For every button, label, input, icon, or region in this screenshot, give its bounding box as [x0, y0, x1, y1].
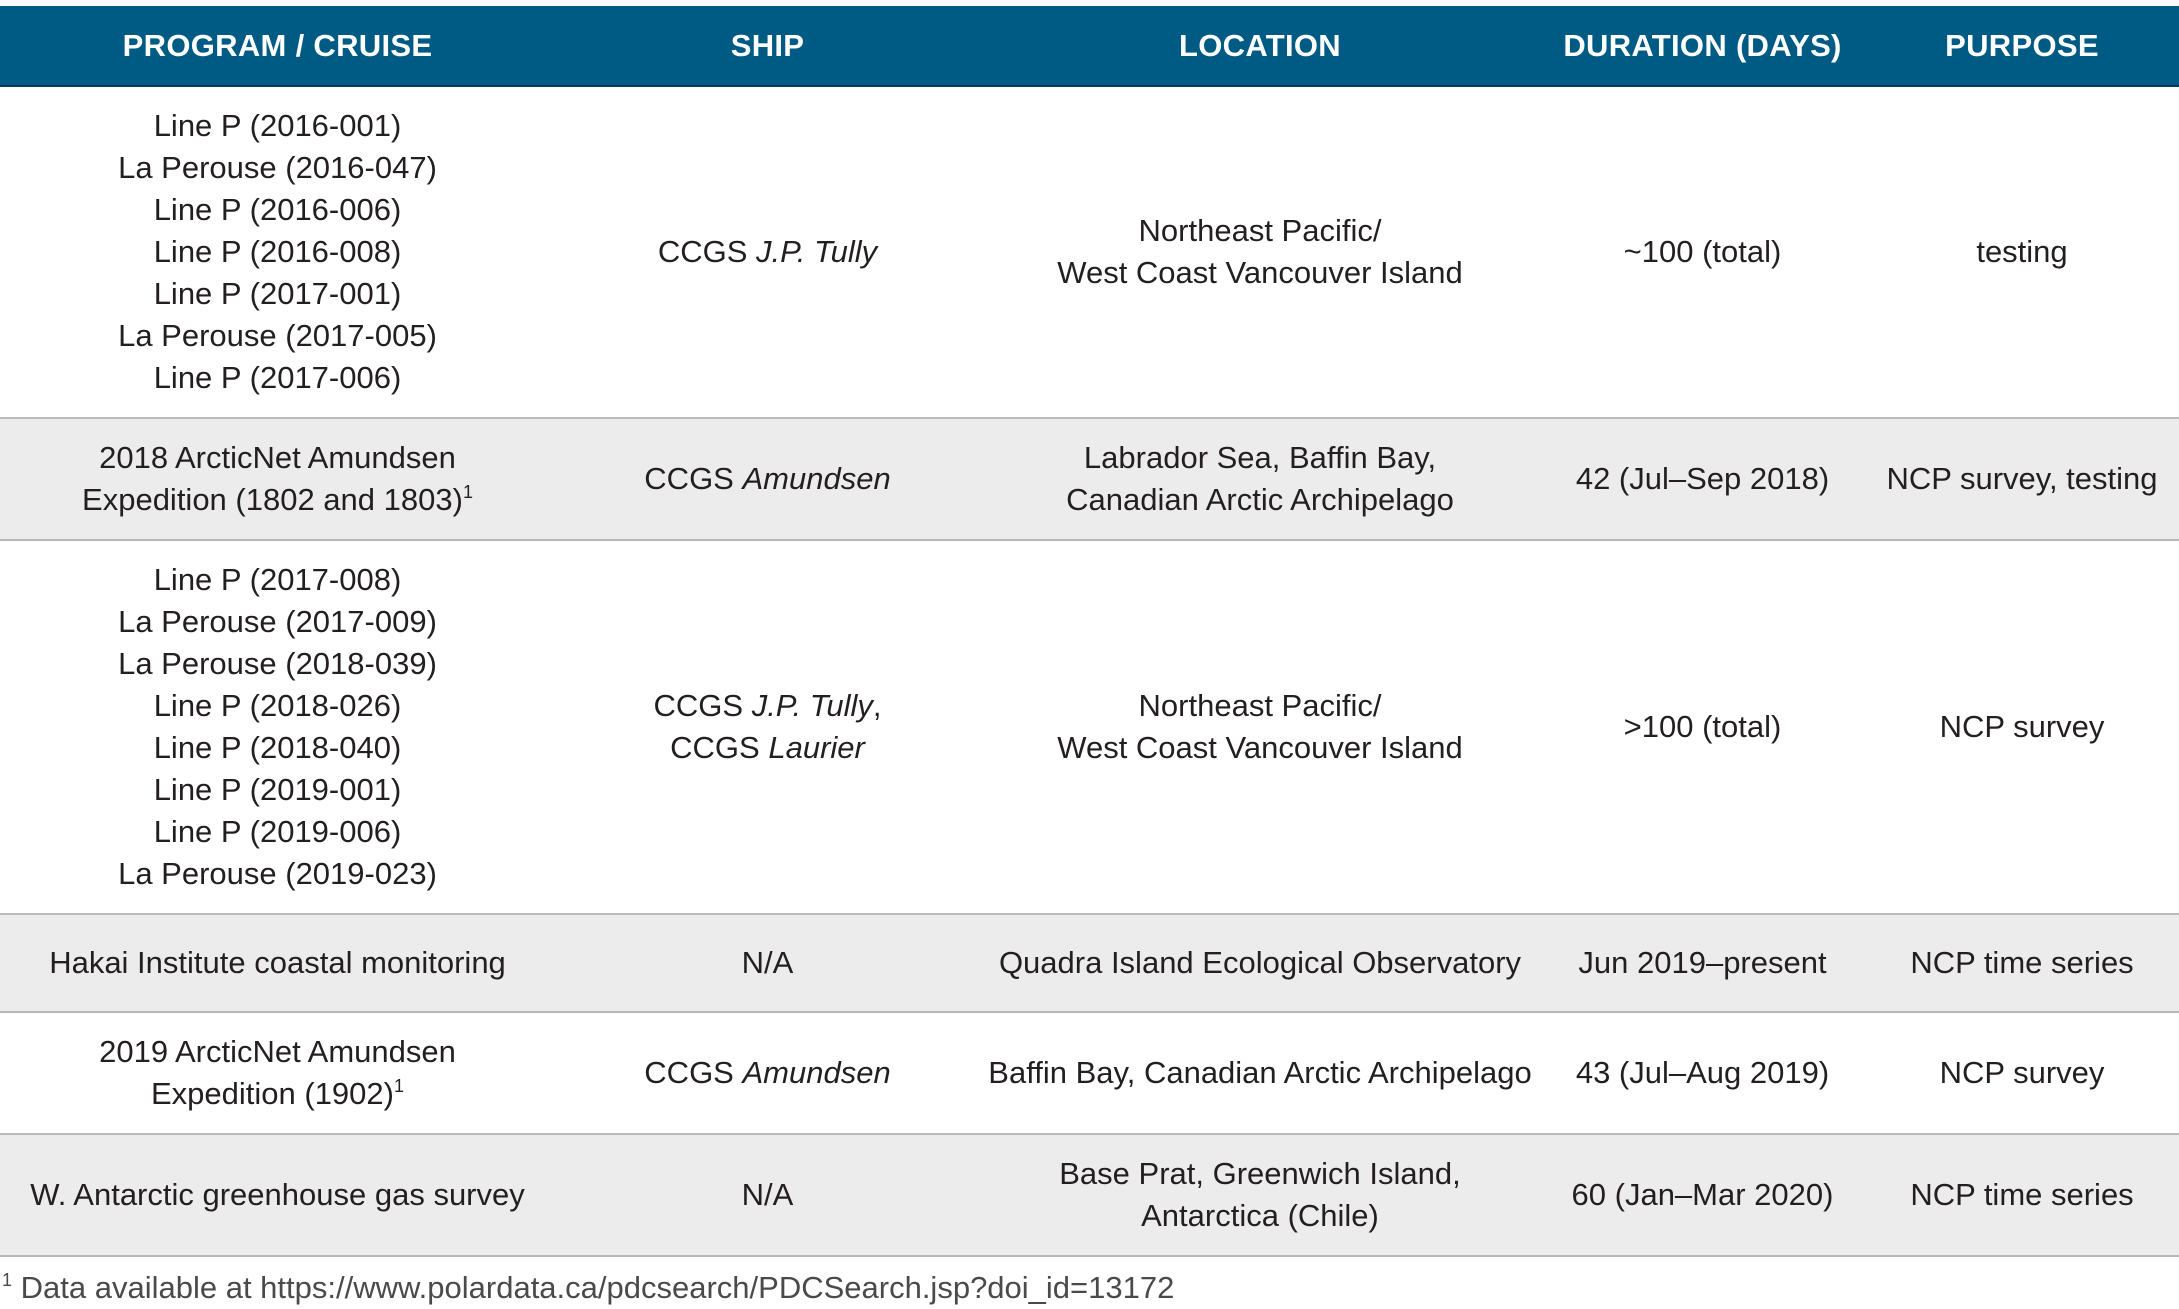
ship-name: Amundsen — [742, 1055, 891, 1090]
location-line: Northeast Pacific/ — [1138, 213, 1382, 248]
ship-line: CCGS Amundsen — [644, 1055, 891, 1090]
ship-name: Laurier — [768, 730, 865, 765]
table-header-row — [0, 6, 2179, 86]
cell-program — [0, 1012, 555, 1134]
location-line: Base Prat, Greenwich Island, — [1059, 1156, 1461, 1191]
program-line: Line P (2017-008) — [153, 562, 402, 597]
program-line: Line P (2016-001) — [153, 108, 402, 143]
program-line: La Perouse (2016-047) — [118, 150, 437, 185]
ship-line: CCGS J.P. Tully — [657, 234, 878, 269]
ship-line: N/A — [741, 945, 794, 980]
cell-ship — [555, 418, 980, 540]
cell-ship — [555, 540, 980, 914]
cell-ship — [555, 86, 980, 418]
ship-line: N/A — [741, 1177, 794, 1212]
ship-line: CCGS Laurier — [670, 730, 865, 765]
cell-program — [0, 418, 555, 540]
program-line: 2019 ArcticNet Amundsen — [99, 1034, 456, 1069]
cell-ship — [555, 914, 980, 1012]
program-line: 2018 ArcticNet Amundsen — [99, 440, 456, 475]
header-duration: DURATION (DAYS) — [1540, 6, 1865, 86]
cell-program — [0, 914, 555, 1012]
ship-line: CCGS J.P. Tully, — [653, 688, 882, 723]
footnote-ref: 1 — [393, 1076, 404, 1096]
program-line: Line P (2018-026) — [153, 688, 402, 723]
program-line: Line P (2016-006) — [153, 192, 402, 227]
program-line: Line P (2018-040) — [153, 730, 402, 765]
program-line: La Perouse (2017-005) — [118, 318, 437, 353]
location-line: West Coast Vancouver Island — [1057, 730, 1463, 765]
location-line: Canadian Arctic Archipelago — [1066, 482, 1454, 517]
table-row — [0, 1134, 2179, 1256]
cell-purpose: NCP time series — [1865, 1134, 2179, 1256]
cell-ship — [555, 1012, 980, 1134]
program-line: La Perouse (2018-039) — [118, 646, 437, 681]
program-line: Line P (2017-006) — [153, 360, 402, 395]
cruise-table-container — [0, 6, 2179, 1257]
program-line: Line P (2017-001) — [153, 276, 402, 311]
program-line: Expedition (1802 and 1803)$^1$ — [82, 482, 473, 517]
cell-duration: 60 (Jan–Mar 2020) — [1540, 1134, 1865, 1256]
cell-purpose: NCP survey — [1865, 1012, 2179, 1134]
footnote-text: Data available at https://www.polardata.ca/pdcsearch/PDCSearch.jsp?doi_id=13172 — [12, 1270, 1175, 1305]
cell-location — [980, 540, 1540, 914]
footnote-marker: 1 — [2, 1270, 13, 1290]
ship-line: CCGS Amundsen — [644, 461, 891, 496]
cell-duration: >100 (total) — [1540, 540, 1865, 914]
cell-location — [980, 914, 1540, 1012]
footnote-ref: 1 — [462, 482, 473, 502]
cell-program — [0, 540, 555, 914]
header-location: LOCATION — [980, 6, 1540, 86]
location-line: West Coast Vancouver Island — [1057, 255, 1463, 290]
location-line: Antarctica (Chile) — [1141, 1198, 1379, 1233]
program-line: Hakai Institute coastal monitoring — [49, 945, 506, 980]
footnote — [2, 1270, 1174, 1306]
location-line: Northeast Pacific/ — [1138, 688, 1382, 723]
table-row — [0, 540, 2179, 914]
table-row — [0, 418, 2179, 540]
cell-purpose: NCP survey — [1865, 540, 2179, 914]
ship-name: J.P. Tully — [756, 234, 878, 269]
ship-name: Amundsen — [742, 461, 891, 496]
cruise-table — [0, 6, 2179, 1257]
cell-purpose: NCP survey, testing — [1865, 418, 2179, 540]
cell-purpose: testing — [1865, 86, 2179, 418]
header-purpose: PURPOSE — [1865, 6, 2179, 86]
program-line: La Perouse (2019-023) — [118, 856, 437, 891]
program-line: La Perouse (2017-009) — [118, 604, 437, 639]
location-line: Quadra Island Ecological Observatory — [998, 945, 1522, 980]
cell-ship — [555, 1134, 980, 1256]
program-line: Expedition $(1902)^1$ — [150, 1076, 404, 1111]
location-line: Baffin Bay, Canadian Arctic Archipelago — [988, 1055, 1532, 1090]
cell-program — [0, 1134, 555, 1256]
cell-location — [980, 418, 1540, 540]
table-row — [0, 914, 2179, 1012]
program-line: W. Antarctic greenhouse gas survey — [30, 1177, 525, 1212]
cell-location — [980, 86, 1540, 418]
cell-location — [980, 1012, 1540, 1134]
ship-name: J.P. Tully — [751, 688, 873, 723]
cell-duration: ~100 (total) — [1540, 86, 1865, 418]
header-ship: SHIP — [555, 6, 980, 86]
cell-duration: 42 (Jul–Sep 2018) — [1540, 418, 1865, 540]
table-row — [0, 86, 2179, 418]
location-line: Labrador Sea, Baffin Bay, — [1083, 440, 1437, 475]
cell-location — [980, 1134, 1540, 1256]
program-line: Line P (2019-001) — [153, 772, 402, 807]
cell-program — [0, 86, 555, 418]
program-line: Line P (2016-008) — [153, 234, 402, 269]
cell-duration: Jun 2019–present — [1540, 914, 1865, 1012]
cell-duration: 43 (Jul–Aug 2019) — [1540, 1012, 1865, 1134]
header-program: PROGRAM / CRUISE — [0, 6, 555, 86]
cell-purpose: NCP time series — [1865, 914, 2179, 1012]
program-line: Line P (2019-006) — [153, 814, 402, 849]
table-row — [0, 1012, 2179, 1134]
